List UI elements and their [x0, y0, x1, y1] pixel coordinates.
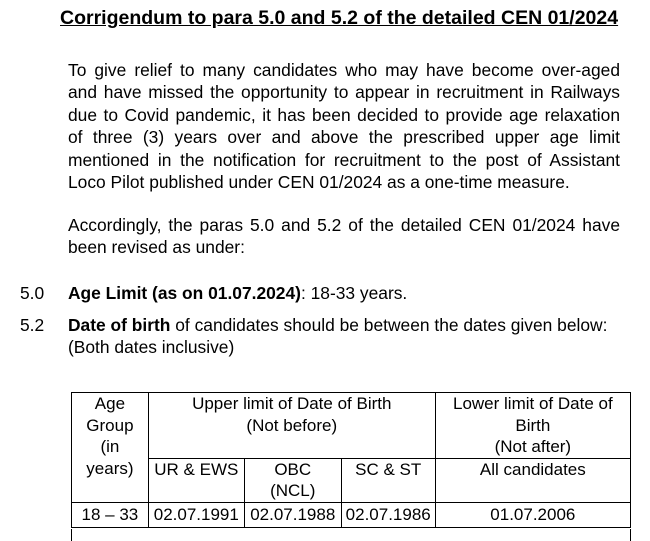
all-candidates-header: All candidates [435, 458, 630, 502]
upper-limit-header [148, 393, 435, 459]
age-group-header [72, 393, 149, 503]
sc-st-cell: 02.07.1986 [341, 502, 435, 527]
header-line: (in [100, 437, 120, 456]
point-heading: Age Limit (as on 01.07.2024) [68, 283, 301, 303]
obc-cell: 02.07.1988 [244, 502, 341, 527]
lower-limit-header [435, 393, 630, 459]
age-limit-table [71, 392, 631, 528]
age-cell: 18 – 33 [72, 502, 149, 527]
point-heading: Date of birth [68, 315, 171, 335]
point-number: 5.0 [20, 283, 45, 303]
header-line: (Not after) [494, 437, 572, 456]
header-line: (NCL) [270, 481, 316, 500]
table-row [72, 502, 631, 527]
point-text [68, 314, 607, 336]
ur-ews-header: UR & EWS [148, 458, 244, 502]
header-line: Birth [515, 415, 551, 435]
table-header-row [72, 393, 631, 459]
lower-limit-cell: 01.07.2006 [435, 502, 630, 527]
obc-header [244, 458, 341, 502]
sc-st-header: SC & ST [341, 458, 435, 502]
header-line: Upper limit of Date of Birth [192, 394, 392, 413]
header-line: OBC [274, 459, 312, 479]
table-subheader-row [72, 458, 631, 502]
header-line: Group [86, 415, 134, 435]
table-continuation-edge [71, 529, 631, 541]
header-line: Lower limit of Date of [453, 394, 613, 413]
header-line: years) [86, 458, 134, 478]
header-line: Age [94, 394, 126, 413]
document-title: Corrigendum to para 5.0 and 5.2 of the detailed CEN 01/2024 [60, 7, 619, 29]
point-text [68, 282, 407, 304]
ur-ews-cell: 02.07.1991 [148, 502, 244, 527]
revision-paragraph: Accordingly, the paras 5.0 and 5.2 of the detailed CEN 01/2024 have been revised as under: [68, 215, 620, 258]
point-5-2 [0, 314, 650, 360]
point-note: (Both dates inclusive) [68, 337, 235, 358]
point-value: of candidates should be between the dates given below: [170, 315, 608, 335]
point-number: 5.2 [20, 315, 45, 335]
point-value: : 18-33 years. [300, 283, 408, 303]
intro-paragraph: To give relief to many candidates who may have become over-aged and have missed the opportunity to appear in recruitment in Railways due to Covid pandemic, it has been decided to provide age relaxation of three (3) years over and above the prescribed upper age limit mentioned in the notification for recruitment to the post of Assistant Loco Pilot published under CEN 01/2024 as a one-time measure. [68, 60, 620, 193]
header-line: (Not before) [246, 415, 338, 435]
